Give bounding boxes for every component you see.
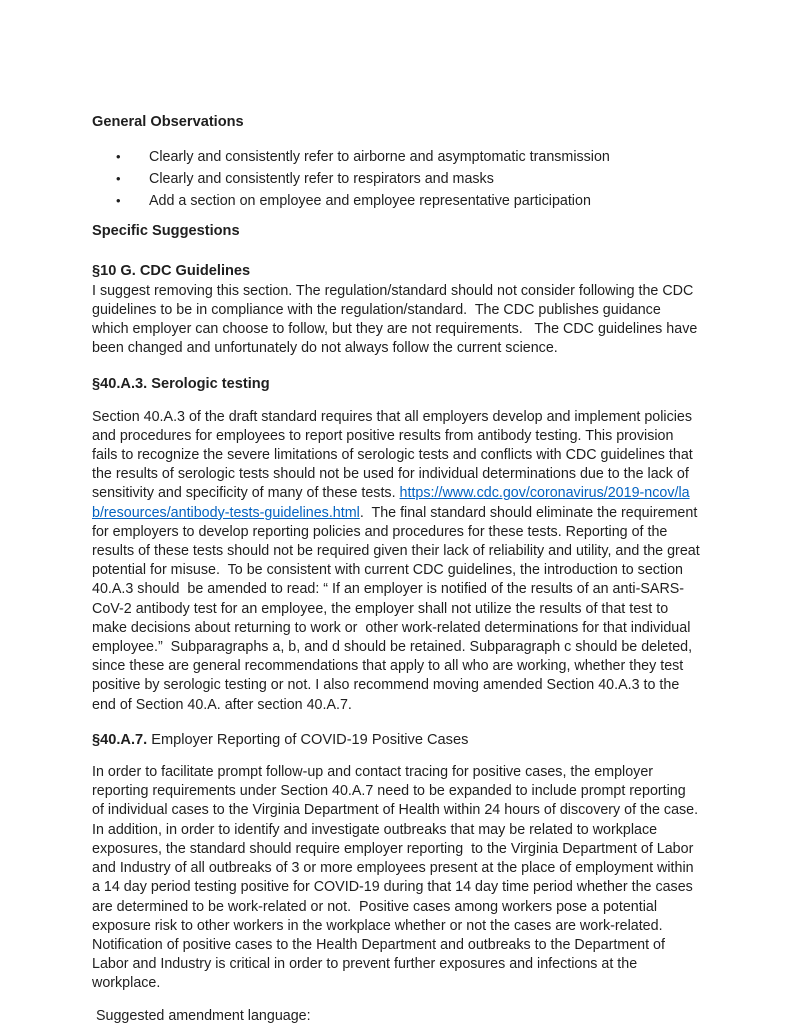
section-cdc-guidelines (92, 262, 701, 358)
general-observations-heading: General Observations (92, 114, 244, 130)
bullet-text: Add a section on employee and employee representative participation (149, 193, 591, 210)
bullet-text: Clearly and consistently refer to respirators and masks (149, 171, 494, 188)
list-item (116, 168, 701, 190)
observations-bullet-list (92, 146, 701, 212)
serologic-testing-body (92, 408, 704, 715)
list-item (116, 146, 701, 168)
suggested-amendment-line: Suggested amendment language: (92, 1007, 311, 1024)
employer-reporting-body: In order to facilitate prompt follow-up and contact tracing for positive cases, the employer reporting requirements under Section 40.A.7 need to be expanded to include prompt reporting of individual cases to the Virginia Department of Health within 24 hours of discovery of the case. In addition, in order to identify and investigate outbreaks that may be related to workplace exposures, the standard should require employer reporting to the Virginia Department of Labor and Industry of all outbreaks of 3 or more employees present at the place of employment within a 14 day period testing positive for COVID-19 during that 14 day time period whether the cases are determined to be work-related or not. Positive cases among workers pose a potential exposure risk to other workers in the workplace whether or not the cases are work-related. Notification of positive cases to the Health Department and outbreaks to the Department of Labor and Industry is critical in order to prevent further exposures and infections at the workplace. (92, 764, 703, 992)
cdc-antibody-guidelines-link[interactable]: https://www.cdc.gov/coronavirus/2019-ncov/lab/resources/antibody-tests-guidelines.html (92, 485, 690, 521)
bullet-text: Clearly and consistently refer to airborne and asymptomatic transmission (149, 149, 610, 166)
section-employer-reporting (92, 731, 701, 994)
list-item (116, 190, 701, 212)
serologic-testing-heading: §40.A.3. Serologic testing (92, 376, 270, 393)
cdc-guidelines-body: I suggest removing this section. The regulation/standard should not consider following the CDC guidelines to be in compliance with the regulation/standard. The CDC publishes guidance which employer can choose to follow, but they are not requirements. The CDC guidelines have been changed and unfortunately do not always follow the current science. (92, 282, 702, 357)
employer-reporting-heading-title: Employer Reporting of COVID-19 Positive Cases (147, 731, 469, 748)
employer-reporting-heading (92, 731, 701, 750)
specific-suggestions-heading: Specific Suggestions (92, 223, 240, 240)
serologic-body-before-link: Section 40.A.3 of the draft standard requires that all employers develop and implement policies and procedures for employees to report positive results from antibody testing. This provision fails to recognize the severe limitations of serologic tests and conflicts with CDC guidelines that the results of serologic tests should not be used for individual determinations due to the lack of sensitivity and specificity of many of these tests. (92, 408, 697, 502)
employer-reporting-heading-number: §40.A.7. (92, 731, 148, 748)
section-serologic-testing (92, 375, 704, 714)
cdc-guidelines-heading: §10 G. CDC Guidelines (92, 263, 251, 280)
serologic-body-after-link: . The final standard should eliminate the requirement for employers to develop reporting policies and procedures for these tests. Reporting of the results of these tests should not be required given their lack of reliability and utility, and the great potential for misuse. To be consistent with current CDC guidelines, the introduction to section 40.A.3 should be amended to read: “ If an employer is notified of the results of an anti-SARS-CoV-2 antibody test for an employee, the employer shall not utilize the results of that test to make decisions about returning to work or other work-related determinations for that individual employee.” Subparagraphs a, b, and d should be retained. Subparagraph c should be deleted, since these are general recommendations that apply to all who are working, whether they test positive by serologic testing or not. I also recommend moving amended Section 40.A.3 to the end of Section 40.A. after section 40.A.7. (92, 504, 704, 713)
